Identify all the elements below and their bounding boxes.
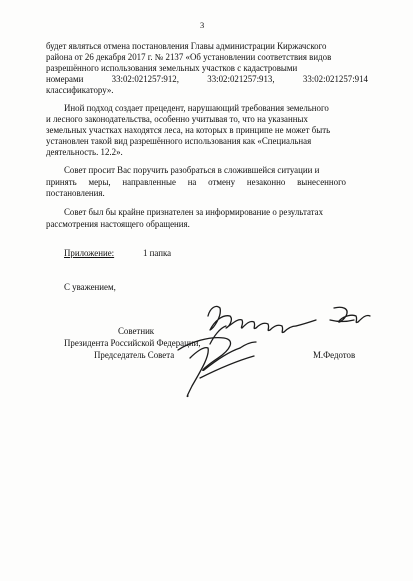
- cadastral-number: 33:02:021257:914: [302, 74, 368, 84]
- paragraph1-line5: классификатору».: [46, 85, 114, 95]
- paragraph4-line2: рассмотрения настоящего обращения.: [46, 219, 190, 229]
- cadastral-number: 33:02:021257:912,: [111, 74, 179, 84]
- paragraph1-line1: будет являться отмена постановления Главы администрации Киржачского: [46, 41, 327, 51]
- word: меры,: [88, 177, 111, 187]
- closing-regards: С уважением,: [64, 282, 116, 292]
- word: на: [187, 177, 197, 187]
- paragraph3-line3: постановления.: [46, 188, 105, 198]
- word: направленные: [122, 177, 176, 187]
- signatory-title-line1: Советник: [118, 326, 155, 336]
- paragraph3-line1: Совет просит Вас поручить разобраться в сложившейся ситуации и: [64, 165, 320, 175]
- paragraph1-line4: [46, 74, 368, 85]
- paragraph1-line2: района от 26 декабря 2017 г. № 2137 «Об установлении соответствия видов: [46, 52, 332, 62]
- handwritten-signature: [170, 286, 380, 404]
- page-number: 3: [200, 20, 205, 30]
- word: принять: [46, 177, 77, 187]
- paragraph2-line5: деятельность. 12.2».: [46, 147, 123, 157]
- paragraph2-line1: Иной подход создает прецедент, нарушающий требования земельного: [64, 103, 329, 113]
- attachment-value: 1 папка: [143, 248, 172, 258]
- paragraph2-line4: установлен такой вид разрешённого использования как «Специальная: [46, 136, 312, 146]
- attachment-label: Приложение:: [64, 248, 115, 258]
- paragraph2-line2: и лесного законодательства, особенно учитывая то, что на указанных: [46, 114, 308, 124]
- word: отмену: [208, 177, 236, 187]
- paragraph2-line3: земельных участках находятся леса, на которых в принципе не может быть: [46, 125, 331, 135]
- signatory-title-line3: Председатель Совета: [94, 350, 175, 360]
- paragraph3-line2: [46, 177, 346, 188]
- paragraph4-line1: Совет был бы крайне признателен за информирование о результатах: [64, 207, 324, 217]
- signatory-name: М.Федотов: [313, 350, 356, 360]
- paragraph1-line3: разрешённого использования земельных участков с кадастровыми: [46, 63, 298, 73]
- word: номерами: [46, 74, 84, 84]
- cadastral-number: 33:02:021257:913,: [207, 74, 275, 84]
- word: вынесенного: [297, 177, 346, 187]
- word: незаконно: [246, 177, 286, 187]
- signatory-title-line2: Президента Российской Федерации,: [64, 338, 201, 348]
